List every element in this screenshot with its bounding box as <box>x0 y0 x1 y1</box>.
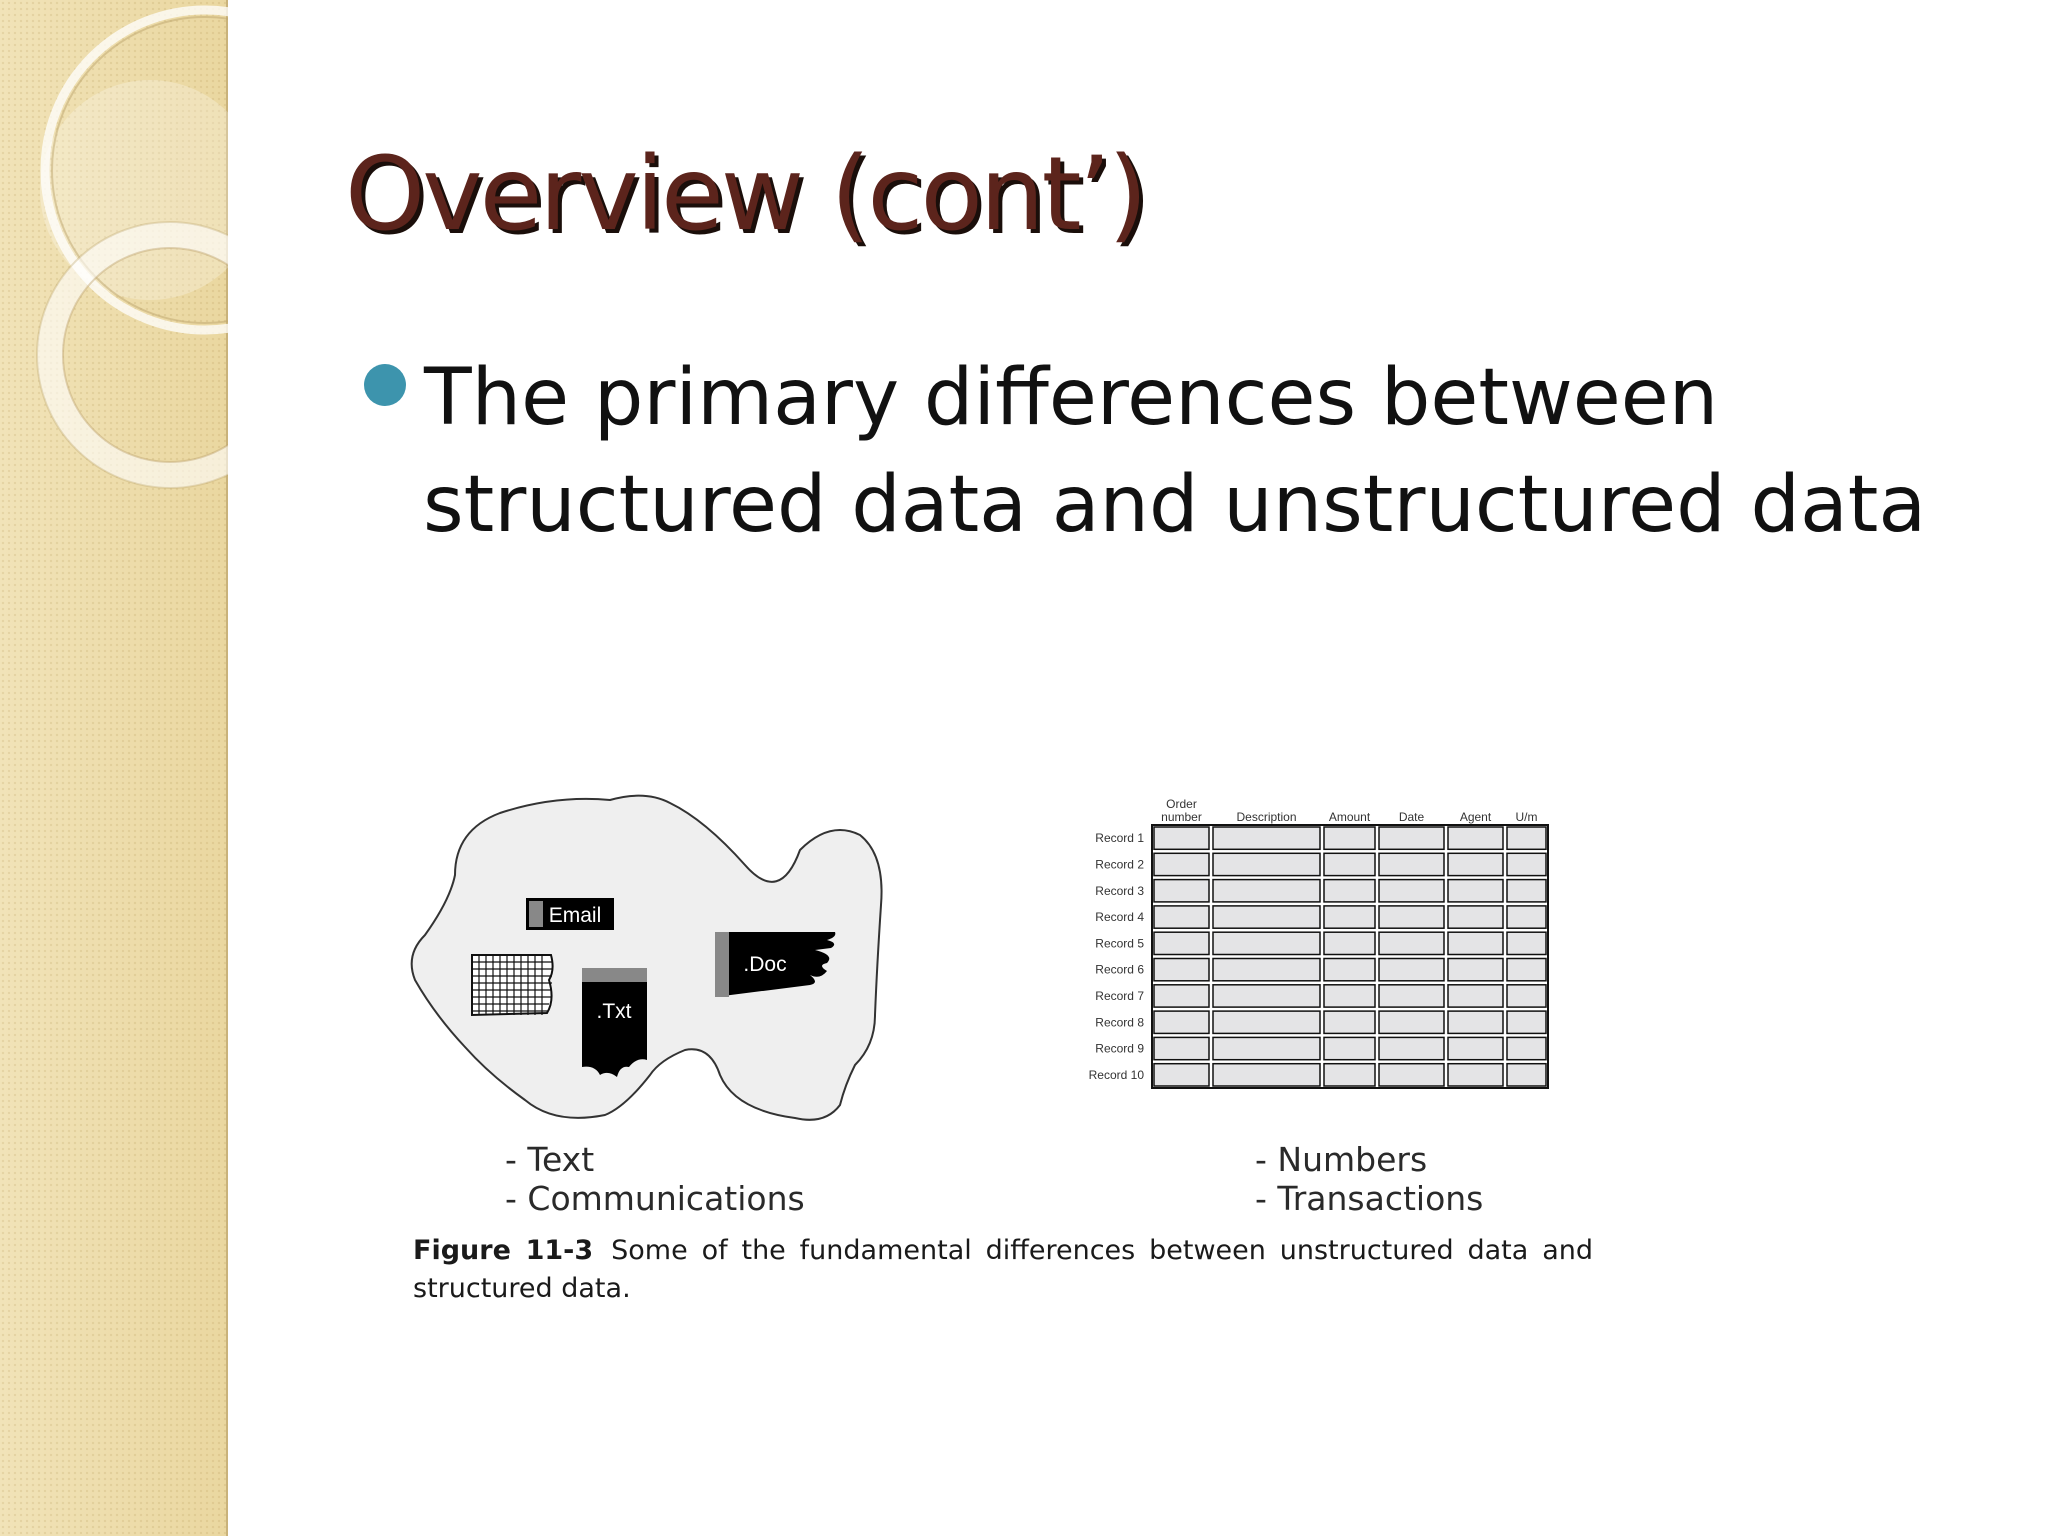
row-label: Record 1 <box>1095 831 1144 846</box>
table-cell <box>1507 959 1546 981</box>
table-cell <box>1324 880 1375 902</box>
table-cell <box>1507 1037 1546 1059</box>
table-cell <box>1324 1064 1375 1086</box>
table-cell <box>1324 827 1375 849</box>
table-cell <box>1507 906 1546 928</box>
table-cell <box>1154 880 1209 902</box>
table-cell <box>1213 932 1320 954</box>
list-item: - Communications <box>505 1179 805 1218</box>
table-cell <box>1154 1037 1209 1059</box>
table-cell <box>1507 932 1546 954</box>
table-cell <box>1448 932 1503 954</box>
table-cell <box>1213 827 1320 849</box>
column-header: Agent <box>1459 810 1492 824</box>
table-cell <box>1154 906 1209 928</box>
table-cell <box>1448 880 1503 902</box>
list-item: - Text <box>505 1140 595 1179</box>
table-cell <box>1213 959 1320 981</box>
decorative-sidebar <box>0 0 228 1536</box>
row-label: Record 5 <box>1095 936 1144 951</box>
table-cell <box>1379 827 1444 849</box>
table-cell <box>1507 880 1546 902</box>
table-cell <box>1379 1037 1444 1059</box>
bullet-icon <box>364 364 406 406</box>
email-label: Email <box>548 904 602 927</box>
table-cell <box>1448 985 1503 1007</box>
figure-illustration <box>405 785 1605 1135</box>
txt-label: .Txt <box>596 1000 632 1023</box>
row-label: Record 10 <box>1088 1067 1144 1082</box>
table-cell <box>1507 853 1546 875</box>
table-cell <box>1213 880 1320 902</box>
table-cell <box>1324 985 1375 1007</box>
column-header: Amount <box>1328 810 1371 824</box>
table-cell <box>1448 959 1503 981</box>
table-cell <box>1154 827 1209 849</box>
email-icon <box>526 898 614 930</box>
unstructured-list <box>505 1140 805 1218</box>
table-cell <box>1379 985 1444 1007</box>
caption-text: Some of the fundamental differences between unstructured data and structured data. <box>413 1235 1593 1304</box>
table-cell <box>1154 932 1209 954</box>
spreadsheet-icon <box>472 955 553 1015</box>
table-cell <box>1324 853 1375 875</box>
row-label: Record 4 <box>1095 910 1144 925</box>
figure <box>405 785 1605 1315</box>
table-cell <box>1154 1011 1209 1033</box>
table-cell <box>1324 1037 1375 1059</box>
caption-label: Figure 11-3 <box>413 1235 594 1266</box>
table-cell <box>1448 853 1503 875</box>
table-cell <box>1213 1011 1320 1033</box>
table-cell <box>1379 1011 1444 1033</box>
table-cell <box>1213 985 1320 1007</box>
table-cell <box>1213 853 1320 875</box>
decorative-rings-icon <box>0 0 228 520</box>
doc-label: .Doc <box>743 953 787 976</box>
table-cell <box>1507 827 1546 849</box>
table-cell <box>1324 959 1375 981</box>
table-cell <box>1507 1011 1546 1033</box>
row-label: Record 9 <box>1095 1041 1144 1056</box>
table-cell <box>1379 1064 1444 1086</box>
row-label: Record 2 <box>1095 857 1144 872</box>
column-header: Date <box>1398 810 1425 824</box>
table-cell <box>1154 1064 1209 1086</box>
bullet-text <box>423 345 1927 559</box>
table-cell <box>1379 880 1444 902</box>
records-table <box>1089 797 1548 1088</box>
table-cell <box>1213 906 1320 928</box>
table-cell <box>1507 985 1546 1007</box>
table-cell <box>1448 1037 1503 1059</box>
table-cell <box>1324 1011 1375 1033</box>
list-item: - Numbers <box>1255 1140 1428 1179</box>
table-cell <box>1324 932 1375 954</box>
table-cell <box>1448 906 1503 928</box>
column-header: Description <box>1236 810 1297 824</box>
bullet-line-2: structured data and unstructured data <box>423 460 1927 550</box>
table-cell <box>1507 1064 1546 1086</box>
table-cell <box>1448 827 1503 849</box>
row-label: Record 7 <box>1095 988 1144 1003</box>
table-cell <box>1324 906 1375 928</box>
table-cell <box>1379 932 1444 954</box>
structured-list <box>1255 1140 1483 1218</box>
bullet-line-1: The primary differences between <box>424 353 1719 443</box>
row-label: Record 8 <box>1095 1015 1144 1030</box>
list-item: - Transactions <box>1255 1179 1484 1218</box>
table-cell <box>1379 853 1444 875</box>
row-label: Record 3 <box>1095 883 1144 898</box>
table-cell <box>1213 1064 1320 1086</box>
table-cell <box>1154 959 1209 981</box>
table-cell <box>1379 906 1444 928</box>
table-cell <box>1213 1037 1320 1059</box>
table-cell <box>1154 985 1209 1007</box>
column-header: U/m <box>1515 810 1538 824</box>
figure-caption <box>413 1232 1593 1308</box>
row-label: Record 6 <box>1095 962 1144 977</box>
slide-title: Overview (cont’) <box>345 135 1145 254</box>
table-cell <box>1448 1064 1503 1086</box>
column-header: Order number <box>1161 797 1202 824</box>
table-cell <box>1154 853 1209 875</box>
table-cell <box>1448 1011 1503 1033</box>
table-cell <box>1379 959 1444 981</box>
